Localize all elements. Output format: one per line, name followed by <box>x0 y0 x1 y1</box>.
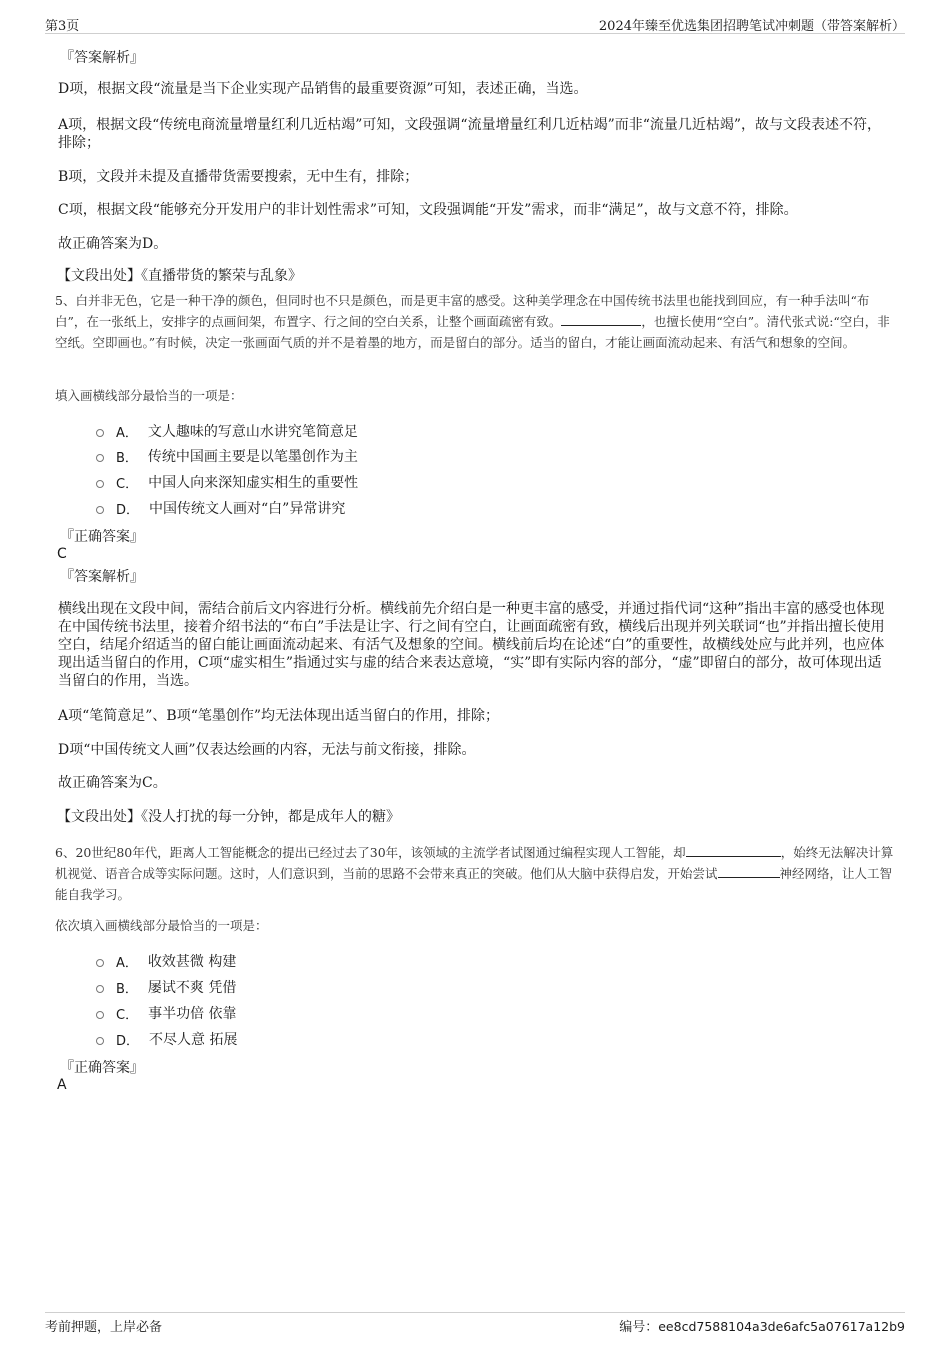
correct-answer-label: 『正确答案』 <box>60 529 144 545</box>
fill-blank <box>561 313 641 326</box>
question-6-text: 6、20世纪80年代，距离人工智能概念的提出已经过去了30年，该领域的主流学者试图通过编程实现人工智能，却 ，始终无法解决计算机视觉、语音合成等实际问题。这时，人们意识到，当前的思路不会带来真正的突破。他们从大脑中获得启发，开始尝试 神经网络，让人工智能自我学习。 <box>55 845 894 902</box>
question-5-option-a[interactable]: A． 文人趣味的写意山水讲究笔简意足 <box>96 421 358 441</box>
radio-icon[interactable] <box>96 1037 104 1045</box>
correct-answer: C <box>57 546 67 562</box>
question-5-prompt: 填入画横线部分最恰当的一项是： <box>55 388 243 403</box>
radio-icon[interactable] <box>96 454 104 462</box>
analysis-conclusion: 故正确答案为C。 <box>58 775 167 791</box>
analysis-paragraph-b: B项，文段并未提及直播带货需要搜索，无中生有，排除； <box>58 169 419 185</box>
analysis-label: 『答案解析』 <box>60 50 144 66</box>
question-5-option-b[interactable]: B． 传统中国画主要是以笔墨创作为主 <box>96 446 358 466</box>
source-citation: 【文段出处】《直播带货的繁荣与乱象》 <box>57 268 302 284</box>
radio-icon[interactable] <box>96 959 104 967</box>
source-citation: 【文段出处】《没人打扰的每一分钟，都是成年人的糖》 <box>57 809 400 825</box>
question-5-option-d[interactable]: D． 中国传统文人画对“白”异常讲究 <box>96 498 345 518</box>
question-5-option-c[interactable]: C． 中国人向来深知虚实相生的重要性 <box>96 472 358 492</box>
analysis-conclusion: 故正确答案为D。 <box>58 236 168 252</box>
radio-icon[interactable] <box>96 985 104 993</box>
analysis-paragraph-d: D项“中国传统文人画”仅表达绘画的内容，无法与前文衔接，排除。 <box>58 742 476 758</box>
question-6-prompt: 依次填入画横线部分最恰当的一项是： <box>55 918 268 933</box>
question-6-option-b[interactable]: B． 屡试不爽 凭借 <box>96 977 236 997</box>
analysis-paragraph: 横线出现在文段中间，需结合前后文内容进行分析。横线前先介绍白是一种更丰富的感受，并通过指代词“这种”指出丰富的感受也体现在中国传统书法里，接着介绍书法的“布白”手法是让字、行之间有空白，让画面疏密有致，横线后出现并列关联词“也”并指出擅长使用空白，结尾介绍适当的留白能让画面流动起来、有活气及想象的空间。横线前后均在论述“白”的重要性，故横线处应与此并列，也应体现出适当留白的作用，C项“虚实相生”指通过实与虚的结合来表达意境，“实”即有实际内容的部分，“虚”即留白的部分，故可体现出适当留白的作用，当选。 <box>58 601 885 689</box>
question-5-text: 5、白并非无色，它是一种干净的颜色，但同时也不只是颜色，而是更丰富的感受。这种美学理念在中国传统书法里也能找到回应，有一种手法叫“布白”，在一张纸上，安排字的点画间架，布置字、行之间的空白关系，让整个画面疏密有致。 ，也擅长使用“空白”。清代张式说:“空白，非空纸。空即画也。”有时候，决定一张画面气质的并不是着墨的地方，而是留白的部分。适当的留白，才能让画面流动起来、有活气和想象的空间。 <box>55 293 890 350</box>
radio-icon[interactable] <box>96 480 104 488</box>
page-number: 第3页 <box>45 19 80 34</box>
page-header <box>45 13 905 34</box>
radio-icon[interactable] <box>96 506 104 514</box>
page-footer <box>45 1312 905 1335</box>
question-6-option-d[interactable]: D． 不尽人意 拓展 <box>96 1029 237 1049</box>
analysis-paragraph-a: A项，根据文段“传统电商流量增量红利几近枯竭”可知，文段强调“流量增量红利几近枯竭”而非“流量几近枯竭”，故与文段表述不符，排除； <box>58 117 882 151</box>
correct-answer-label: 『正确答案』 <box>60 1060 144 1076</box>
fill-blank <box>718 865 780 878</box>
document-title: 2024年臻至优选集团招聘笔试冲刺题（带答案解析） <box>598 19 905 34</box>
radio-icon[interactable] <box>96 429 104 437</box>
question-6-option-a[interactable]: A． 收效甚微 构建 <box>96 951 236 971</box>
question-6-option-c[interactable]: C． 事半功倍 依靠 <box>96 1003 237 1023</box>
analysis-label: 『答案解析』 <box>60 569 144 585</box>
analysis-paragraph-ab: A项“笔简意足”、B项“笔墨创作”均无法体现出适当留白的作用，排除； <box>58 708 500 724</box>
analysis-paragraph-d: D项，根据文段“流量是当下企业实现产品销售的最重要资源”可知，表述正确，当选。 <box>58 81 588 97</box>
footer-slogan: 考前押题，上岸必备 <box>45 1320 163 1335</box>
fill-blank <box>686 844 781 857</box>
document-id: 编号：ee8cd7588104a3de6afc5a07617a12b9 <box>619 1319 905 1335</box>
correct-answer: A <box>57 1077 67 1093</box>
analysis-paragraph-c: C项，根据文段“能够充分开发用户的非计划性需求”可知，文段强调能“开发”需求，而非“满足”，故与文意不符，排除。 <box>58 202 798 218</box>
radio-icon[interactable] <box>96 1011 104 1019</box>
